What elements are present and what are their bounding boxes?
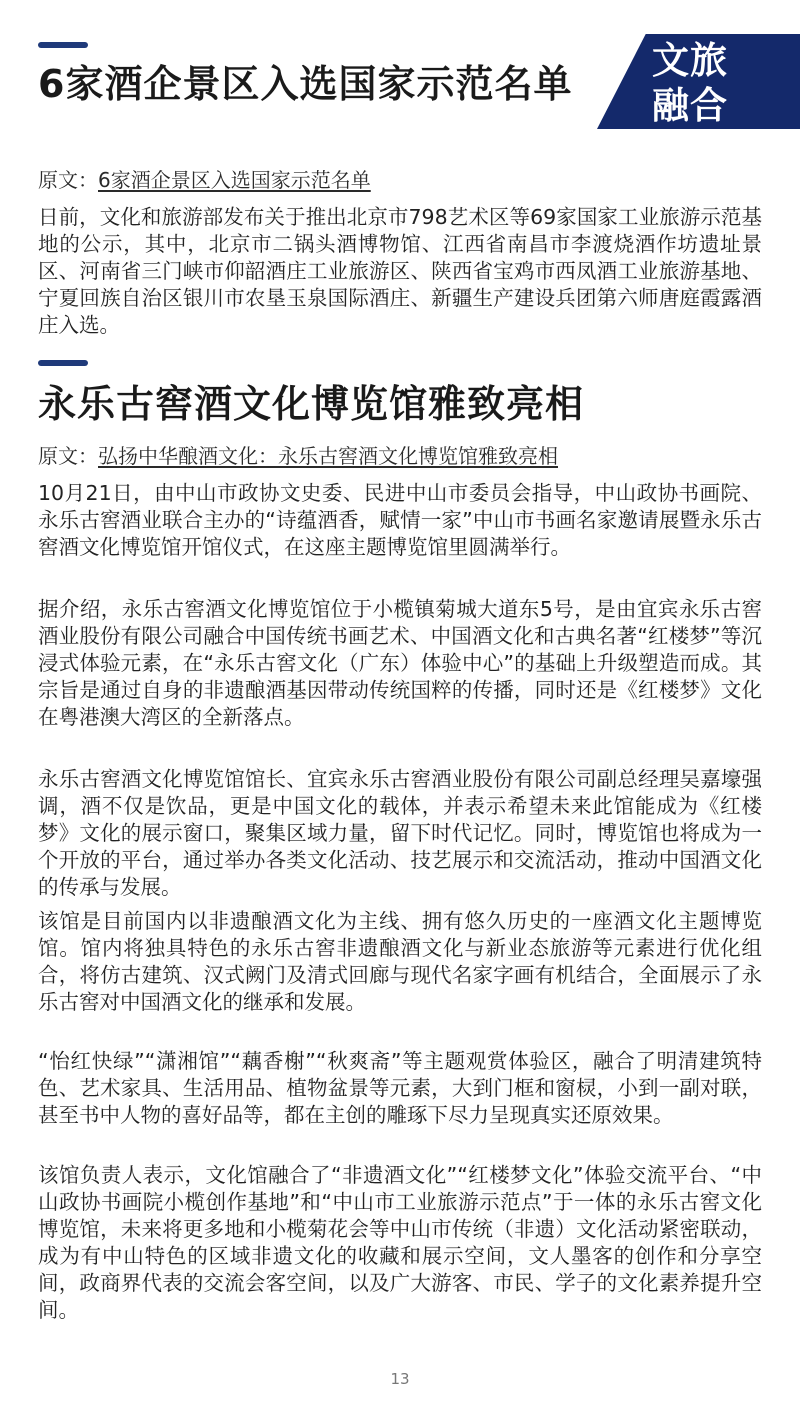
article2-paragraph: 10月21日，由中山市政协文史委、民进中山市委员会指导，中山政协书画院、永乐古窖酒业联合主办的“诗蕴酒香，赋情一家”中山市书画名家邀请展暨永乐古窖酒文化博览馆开馆仪式，在这座主题博览馆里圆满举行。	[38, 481, 762, 559]
article2-source-label: 原文：	[38, 444, 98, 468]
article2-paragraph: 永乐古窖酒文化博览馆馆长、宜宾永乐古窖酒业股份有限公司副总经理吴嘉壕强调，酒不仅是饮品，更是中国文化的载体，并表示希望未来此馆能成为《红楼梦》文化的展示窗口，聚集区域力量，留下时代记忆。同时，博览馆也将成为一个开放的平台，通过举办各类文化活动、技艺展示和交流活动，推动中国酒文化的传承与发展。	[38, 767, 762, 899]
article1-source	[38, 166, 371, 194]
article2-title: 永乐古窖酒文化博览馆雅致亮相	[38, 382, 585, 426]
section-tag-line1: 文旅	[652, 39, 728, 82]
section-tag-text	[652, 38, 792, 128]
article2-paragraph: 该馆是目前国内以非遗酿酒文化为主线、拥有悠久历史的一座酒文化主题博览馆。馆内将独具特色的永乐古窖非遗酿酒文化与新业态旅游等元素进行优化组合，将仿古建筑、汉式阙门及清式回廊与现代名家字画有机结合，全面展示了永乐古窖对中国酒文化的继承和发展。	[38, 909, 762, 1014]
article1-source-label: 原文：	[38, 168, 98, 192]
article1-source-link[interactable]: 6家酒企景区入选国家示范名单	[98, 168, 371, 192]
page-number: 13	[390, 1370, 410, 1388]
article2-paragraph: “怡红快绿”“潇湘馆”“藕香榭”“秋爽斋”等主题观赏体验区，融合了明清建筑特色、艺术家具、生活用品、植物盆景等元素，大到门框和窗棂，小到一副对联，甚至书中人物的喜好品等，都在主创的雕琢下尽力呈现真实还原效果。	[38, 1049, 762, 1127]
article2-paragraph: 该馆负责人表示，文化馆融合了“非遗酒文化”“红楼梦文化”体验交流平台、“中山政协书画院小榄创作基地”和“中山市工业旅游示范点”于一体的永乐古窖文化博览馆，未来将更多地和小榄菊花会等中山市传统（非遗）文化活动紧密联动，成为有中山特色的区域非遗文化的收藏和展示空间，文人墨客的创作和分享空间，政商界代表的交流会客空间，以及广大游客、市民、学子的文化素养提升空间。	[38, 1163, 762, 1322]
article2-source	[38, 442, 558, 470]
title-accent-bar	[38, 42, 88, 48]
section-tag-line2: 融合	[652, 84, 728, 127]
article2-source-link[interactable]: 弘扬中华酿酒文化：永乐古窖酒文化博览馆雅致亮相	[98, 444, 558, 468]
article2-paragraph: 据介绍，永乐古窖酒文化博览馆位于小榄镇菊城大道东5号，是由宜宾永乐古窖酒业股份有限公司融合中国传统书画艺术、中国酒文化和古典名著“红楼梦”等沉浸式体验元素，在“永乐古窖文化（广东）体验中心”的基础上升级塑造而成。其宗旨是通过自身的非遗酿酒基因带动传统国粹的传播，同时还是《红楼梦》文化在粤港澳大湾区的全新落点。	[38, 597, 762, 729]
article1-title: 6家酒企景区入选国家示范名单	[38, 62, 573, 106]
article1-paragraph: 日前，文化和旅游部发布关于推出北京市798艺术区等69家国家工业旅游示范基地的公示，其中，北京市二锅头酒博物馆、江西省南昌市李渡烧酒作坊遗址景区、河南省三门峡市仰韶酒庄工业旅游区、陕西省宝鸡市西凤酒工业旅游基地、宁夏回族自治区银川市农垦玉泉国际酒庄、新疆生产建设兵团第六师唐庭霞露酒庄入选。	[38, 205, 762, 337]
title-accent-bar	[38, 360, 88, 366]
